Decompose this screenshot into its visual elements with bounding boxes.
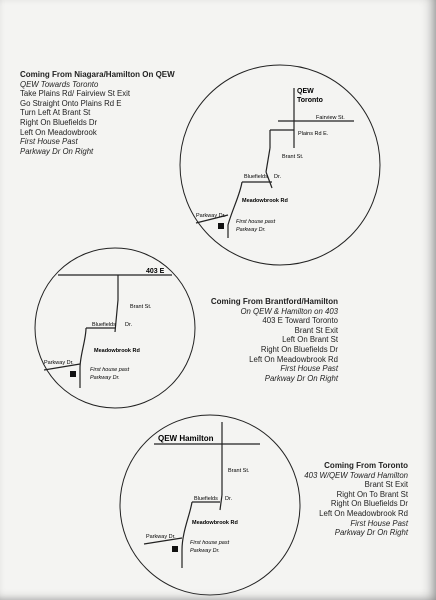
direction-line: Left On Brant St <box>282 335 338 345</box>
direction-line: Parkway Dr On Right <box>264 373 338 383</box>
bluefields-label: Bluefields <box>244 174 268 180</box>
direction-line: Right On Bluefields Dr <box>20 117 98 127</box>
direction-line: Right On To Brant St <box>336 489 408 499</box>
direction-line: On QEW & Hamilton on 403 <box>240 306 338 316</box>
map-circle <box>180 65 380 265</box>
direction-line: Right On Bluefields Dr <box>260 344 338 354</box>
first-house-label: First house past <box>190 540 230 546</box>
direction-line: Left On Meadowbrook Rd <box>319 508 408 518</box>
map-niagara <box>170 60 400 270</box>
first-house-label: Parkway Dr. <box>190 548 220 554</box>
direction-line: Turn Left At Brant St <box>20 108 91 118</box>
dr-label: Dr. <box>225 496 233 502</box>
directions-title: Coming From Toronto <box>324 461 408 470</box>
brant-road <box>220 495 222 510</box>
direction-line: Brant St Exit <box>364 480 408 490</box>
parkway-label: Parkway Dr. <box>196 213 226 219</box>
direction-line: Right On Bluefields Dr <box>330 499 408 509</box>
direction-line: Go Straight Onto Plains Rd E <box>20 98 122 108</box>
direction-line: Parkway Dr On Right <box>20 146 94 156</box>
map-brantford <box>28 240 203 420</box>
first-house-label: First house past <box>236 219 276 225</box>
directions-title: Coming From Niagara/Hamilton On QEW <box>20 70 175 79</box>
dr-label: Dr. <box>274 174 282 180</box>
dr-label: Dr. <box>125 322 133 328</box>
direction-line: First House Past <box>280 364 338 374</box>
direction-line: Parkway Dr On Right <box>334 528 408 538</box>
directions-toronto <box>262 461 408 538</box>
brant-road <box>266 148 270 172</box>
directions-title: Coming From Brantford/Hamilton <box>210 297 338 306</box>
fairview-label: Fairview St. <box>316 115 345 121</box>
direction-line: 403 E Toward Toronto <box>262 316 338 326</box>
parkway-label: Parkway Dr. <box>44 360 74 366</box>
meadowbrook-label: Meadowbrook Rd <box>192 520 238 526</box>
direction-line: Left On Meadowbrook <box>20 127 97 137</box>
meadowbrook-road <box>182 502 192 568</box>
first-house-label: First house past <box>90 367 130 373</box>
qew-label: QEW <box>297 88 314 95</box>
bluefields-label: Bluefields <box>194 496 218 502</box>
brant-label: Brant St. <box>228 468 250 474</box>
bluefields-label: Bluefields <box>92 322 116 328</box>
direction-line: Left On Meadowbrook Rd <box>249 354 338 364</box>
meadowbrook-label: Meadowbrook Rd <box>242 198 288 204</box>
direction-line: First House Past <box>350 518 408 528</box>
direction-line: First House Past <box>20 137 78 147</box>
plains-label: Plains Rd E. <box>298 131 329 137</box>
highway-label: QEW Hamilton <box>158 434 214 443</box>
parkway-label: Parkway Dr. <box>146 534 176 540</box>
directions-brantford <box>196 297 338 383</box>
house-marker <box>172 546 178 552</box>
highway-label: 403 E <box>146 268 165 275</box>
brant-label: Brant St. <box>282 154 304 160</box>
meadowbrook-road <box>80 328 86 388</box>
first-house-label: Parkway Dr. <box>90 375 120 381</box>
house-marker <box>70 371 76 377</box>
first-house-label: Parkway Dr. <box>236 227 266 233</box>
brant-label: Brant St. <box>130 304 152 310</box>
direction-line: 403 W/QEW Toward Hamilton <box>304 470 408 480</box>
direction-line: Brant St Exit <box>294 325 338 335</box>
house-marker <box>218 223 224 229</box>
toronto-label: Toronto <box>297 97 323 104</box>
meadowbrook-label: Meadowbrook Rd <box>94 348 140 354</box>
direction-line: QEW Towards Toronto <box>20 79 99 89</box>
direction-line: Take Plains Rd/ Fairview St Exit <box>20 89 131 99</box>
